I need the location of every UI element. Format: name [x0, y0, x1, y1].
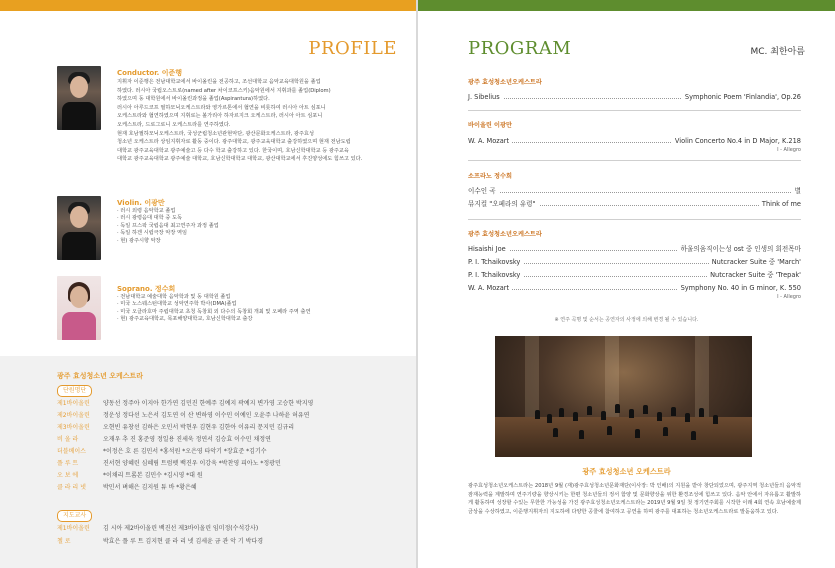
movement-note: I - Allegro [777, 147, 801, 153]
members-orchestra-title: 광주 효성청소년 오케스트라 [57, 372, 144, 380]
violinist-photo [57, 196, 101, 260]
divider [468, 160, 801, 161]
member-row: 제1바이올린 양동선 정주아 이지아 한가연 김민진 한예주 김예지 곽예지 변가영 고승한 박지영 [57, 400, 314, 407]
member-row: 클 라 리 넷 박민서 벼해은 김지원 튜 바 *황은혜 [57, 484, 197, 491]
program-item: P. I. Tchaikovsky Nutcracker Suite 중 'March' [468, 258, 801, 266]
program-item: 이수인 곡 별 [468, 187, 801, 195]
program-item: J. Sibelius Symphonic Poem 'Finlandia', Op.26 [468, 93, 801, 101]
member-row: 플 루 트 진서현 양혜린 심혜림 트럼펫 백진우 이강욱 *박찬영 피아노 *정광민 [57, 460, 281, 467]
program-item: P. I. Tchaikovsky Nutcracker Suite 중 'Trepak' [468, 271, 801, 279]
mc-name: MC. 최한아름 [750, 47, 805, 57]
orchestra-description: 광주효성청소년오케스트라는 2018년 9월 (재)광주효성청소년문화재단(이사장: 박 인배)의 지원을 받아 창단되었으며, 광주지역 청소년들의 음악적 잠재능력을 계발하며 연주기량을 향상시키는 한편 청소년들의 정서 함양 및 문화향상을 위한 환경조성에 힘쓰고 있다. 음악 안에서 자유롭고 활발하게 활동하며 성장할 수있는 무한한 가능성을 가진 광주효성청소년오케스트라는 2019년 9월 9일 첫 정기연주회를 시작한 이래 4회 연속 호남예술제 금상을 수상하였고, 이준행지휘자의 지도하에 다양한 공쿨에 참여하고 공연을 하며 광주를 대표하는 청소년오케스트라로 발돋움하고 있다. [468, 483, 801, 515]
violinist-bio: · 러시 외령 음악학교 졸업 · 러시 광령음대 대학 중 도독 · 독일 프스팍 국립음대 최고연주자 과정 졸업 · 독일 하겐 시립극장 악장 역임 · 현) 광주시향 악장 [117, 208, 219, 244]
players-tag: 단원명단 [57, 385, 92, 397]
program-heading: PROGRAM [468, 38, 572, 59]
program-page [418, 0, 835, 568]
staff-tag: 지도교사 [57, 510, 92, 522]
movement-note: I - Allegro [777, 294, 801, 300]
member-row: 비 올 라 오재우 추 진 홍준영 정일용 진세욱 정연서 김승효 이수민 채정연 [57, 436, 271, 443]
staff-row: 첼 로 박효은 플 루 트 김지현 클 라 리 넷 김세윤 금 관 악 기 박다경 [57, 538, 264, 545]
conductor-photo [57, 66, 101, 130]
member-row: 더블베이스 *이정은 호 른 김민서 *홍석원 *오은영 타악기 *장효준 *김기수 [57, 448, 267, 455]
program-item: 뮤지컬 "오페라의 유령" Think of me [468, 200, 801, 208]
profile-heading: PROFILE [308, 38, 397, 59]
member-row: 제2바이올린 정운성 정다선 노은서 김도연 이 산 변하영 이수민 이예인 오윤주 나하윤 허유연 [57, 412, 310, 419]
program-item: W. A. Mozart Symphony No. 40 in G minor, K. 550 [468, 284, 801, 292]
profile-page [0, 0, 417, 568]
program-section-title: 바이올린 이광만 [468, 122, 512, 129]
divider [468, 219, 801, 220]
staff-row: 제1바이올린 김 시아 제2바이올린 백진선 제3바이올린 임미정(수석강사) [57, 525, 259, 532]
soprano-photo [57, 276, 101, 340]
program-section-title: 소프라노 정수희 [468, 173, 512, 180]
orchestra-photo [495, 336, 752, 457]
soprano-bio: · 전남대학교 예술대학 음악학과 및 동 대학원 졸업 · 미국 노스웨스턴대학교 성악연주학 박사(DMA)졸업 · 미국 오클라호마 주립대학교 초청 독창회 외 다수의 독창회 개최 및 오페라 주역 출연 · 현) 광주교육대학교, 목포해양대학교, 호남신학대학교 출강 [117, 294, 311, 323]
program-item: W. A. Mozart Violin Concerto No.4 in D Major, K.218 [468, 137, 801, 145]
violinist-label: Violin. 이광만 [117, 199, 165, 207]
top-accent-bar [418, 0, 835, 11]
program-item: Hisaishi Joe 하울의움직이는성 ost 중 인생의 회전목마 [468, 245, 801, 253]
soprano-label: Soprano. 정수희 [117, 285, 176, 293]
program-section-title: 광주 효성청소년오케스트라 [468, 231, 542, 238]
top-accent-bar [0, 0, 417, 11]
program-change-note: ※ 연주 곡명 및 순서는 공연자의 사정에 의해 변경 될 수 있습니다. [554, 317, 699, 323]
program-section-title: 광주 효성청소년오케스트라 [468, 79, 542, 86]
orchestra-title: 광주 효성청소년 오케스트라 [582, 467, 671, 476]
conductor-label: Conductor. 이준행 [117, 69, 183, 77]
member-row: 오 보 에 *이채리 트롬본 김민수 *김시영 *대 원 [57, 472, 203, 479]
conductor-bio: 지휘자 이준행은 전남대학교에서 바이올린을 전공하고, 조선대학교 음악교육대학원을 졸업 하였다. 러시아 국립오스트로(named after 차이코프스키)음악원에서 지휘과를 졸업(Diplom) 하였으며 동 대학원에서 바이올린과정을 졸업(Aspirantura)하였다. 러시아 아루드코프 필하모닉오케스트라와 영가르톤에서 협연을 비롯하여 러시아 아트 심포니 오케스트라와 협연하였으며 지휘로는 볼가리아 하자르지크 오케스트라, 러시아 아트 심포니 오케스트라, 드로그로니 오케스트라를 연주하였다. 현재 호남필하모닉오케스트라, 국성군립청소년관현악단, 광산문화오케스트라, 광주효성 청소년 오케스트라 상임지휘자로 활동 중이다. 광주대학교, 광주교육대학교 출강하였으며 현재 전남도립 대학교 광주교육대학교 광주예술고 등 다수 학교 출강하고 있다. 한국이며, 호남신학대학교 등 광주교육 대학교 광주교육대학교 광주예술 대학교, 호남신학대학교 대학교, 광산대학교에서 후진양성에도 힘쓰고 있다. [117, 79, 363, 163]
divider [468, 110, 801, 111]
member-row: 제3바이올린 오현빈 유창선 김하은 오민서 박현우 김현우 김한아 이유리 문지민 김규리 [57, 424, 295, 431]
